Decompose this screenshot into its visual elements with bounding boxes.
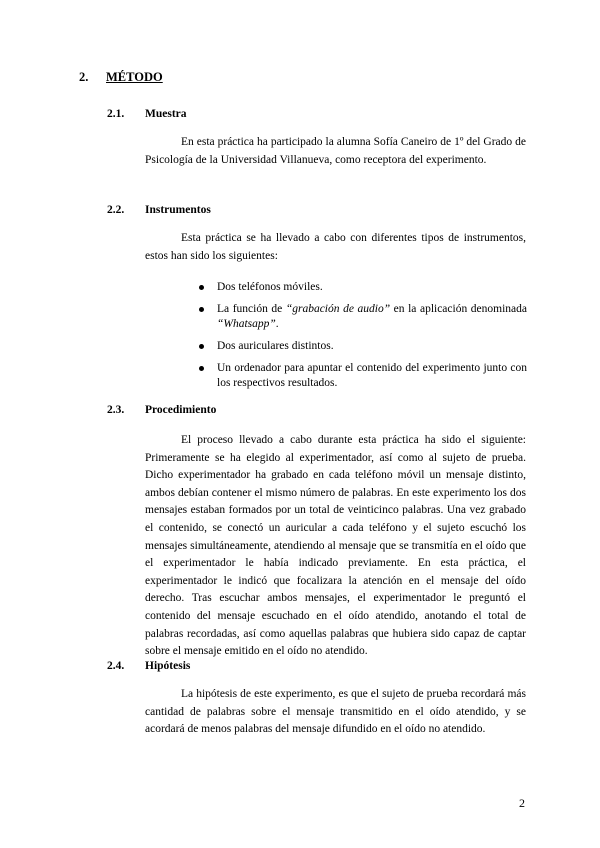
subsection-number: 2.1.	[107, 108, 125, 120]
section-heading	[79, 70, 163, 85]
instruments-list	[199, 280, 527, 398]
subsection-heading-instrumentos	[107, 204, 211, 216]
subsection-title: Procedimiento	[145, 404, 217, 416]
list-item	[199, 339, 527, 354]
paragraph-hipotesis: La hipótesis de este experimento, es que el sujeto de prueba recordará más cantidad de palabras sobre el mensaje transmitido en el oído atendido, y se acordará de menos palabras del mensaje difundido en el oído no atendido.	[145, 688, 526, 736]
subsection-title: Instrumentos	[145, 204, 211, 216]
paragraph-muestra: En esta práctica ha participado la alumna Sofía Caneiro de 1º del Grado de Psicología de la Universidad Villanueva, como receptora del experimento.	[145, 136, 526, 166]
subsection-number: 2.4.	[107, 660, 125, 672]
subsection-number: 2.2.	[107, 204, 125, 216]
bullet-icon	[199, 344, 204, 349]
page-number: 2	[519, 796, 525, 810]
subsection-number: 2.3.	[107, 404, 125, 416]
list-item	[199, 280, 527, 295]
list-item-italic: “grabación de audio”	[285, 303, 391, 315]
list-item-text: La función de	[217, 303, 286, 315]
list-item	[199, 302, 527, 332]
subsection-title: Muestra	[145, 108, 187, 120]
subsection-heading-procedimiento	[107, 404, 216, 416]
subsection-title: Hipótesis	[145, 660, 191, 672]
list-item-text: Dos teléfonos móviles.	[217, 281, 323, 293]
bullet-icon	[199, 285, 204, 290]
section-title: MÉTODO	[106, 70, 163, 84]
bullet-icon	[199, 366, 204, 371]
bullet-icon	[199, 307, 204, 312]
paragraph-procedimiento: El proceso llevado a cabo durante esta práctica ha sido el siguiente: Primeramente se ha elegido al experimentador, así como al sujeto de prueba. Dicho experimentador ha grabado en cada teléfono móvil un mensaje distinto, ambos debían contener el mismo número de palabras. En este experimento los dos mensajes estaban formados por un total de veinticinco palabras. Una vez grabado el contenido, se conectó un auricular a cada teléfono y el sujeto escuchó los mensajes simultáneamente, atendiendo al mensaje que se transmitía en el oído que el experimentador le había indicado previamente. En esta práctica, el experimentador le indicó que focalizara la atención en el mensaje del oído derecho. Tras escuchar ambos mensajes, el experimentador le preguntó el contenido del mensaje escuchado en el oído atendido, anotando el total de palabras recordadas, así como aquellas palabras que hubiera sido capaz de captar sobre el mensaje emitido en el oído no atendido.	[145, 434, 526, 658]
paragraph-instrumentos: Esta práctica se ha llevado a cabo con diferentes tipos de instrumentos, estos han sido los siguientes:	[145, 232, 526, 262]
list-item-text: Dos auriculares distintos.	[217, 340, 334, 352]
list-item	[199, 361, 527, 391]
list-item-text: .	[275, 318, 279, 330]
list-item-text: en la aplicación denominada	[390, 303, 527, 315]
list-item-text: Un ordenador para apuntar el contenido del experimento junto con los respectivos resultados.	[217, 362, 527, 389]
list-item-italic: “Whatsapp”	[217, 318, 276, 330]
subsection-heading-muestra	[107, 108, 187, 120]
section-number: 2.	[79, 70, 89, 84]
subsection-heading-hipotesis	[107, 660, 190, 672]
